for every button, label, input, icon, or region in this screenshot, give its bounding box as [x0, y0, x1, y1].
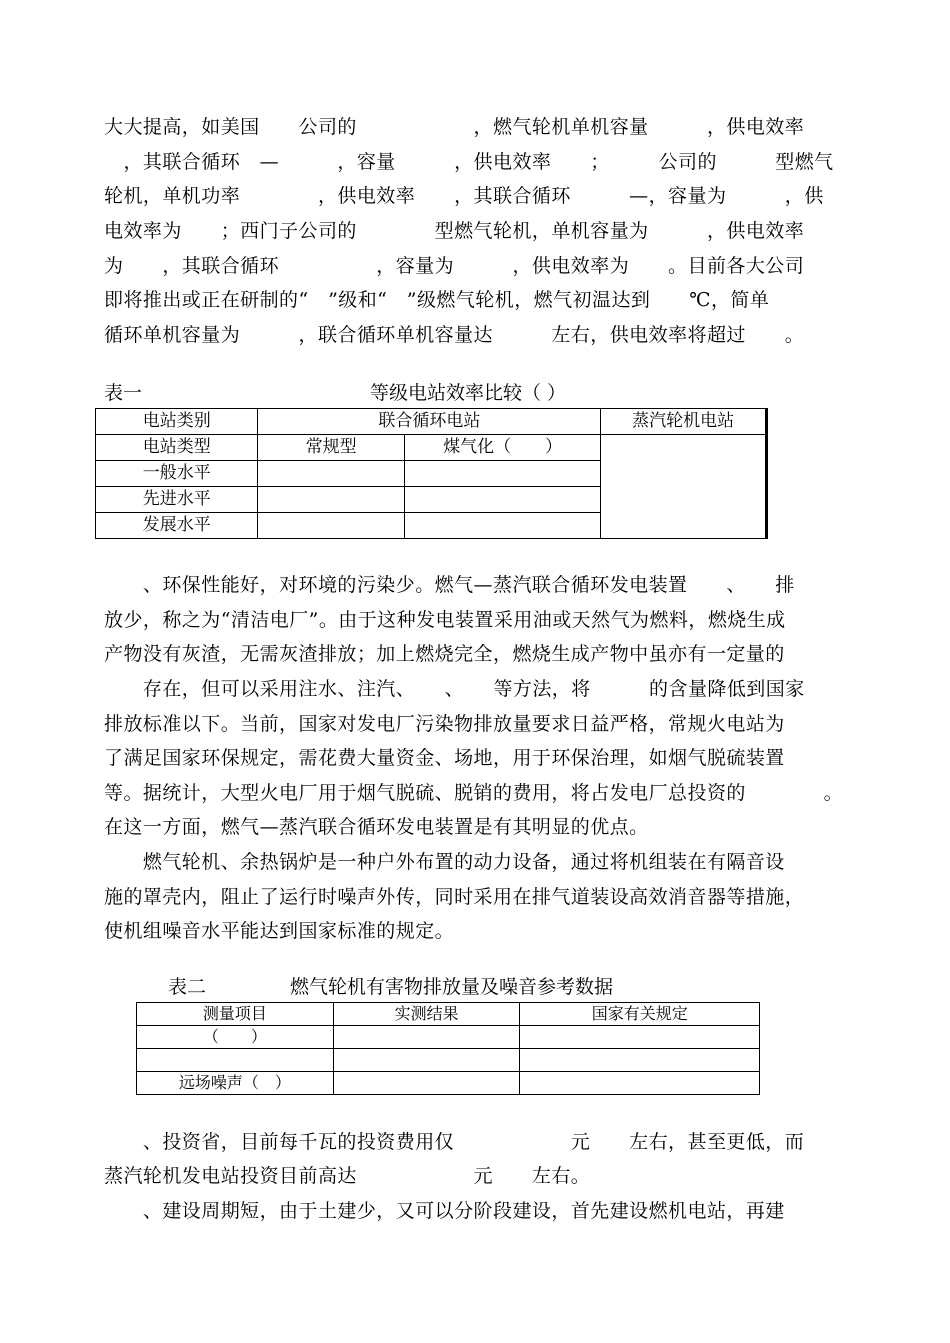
- table2-cell: [520, 1026, 760, 1049]
- para1-line-1: 大大提高，如美国 公司的 ，燃气轮机单机容量 ，供电效率: [104, 116, 805, 138]
- table2-row-label: [137, 1049, 334, 1072]
- para3-line-1: 燃气轮机、余热锅炉是一种户外布置的动力设备，通过将机组装在有隔音设: [104, 851, 785, 873]
- table1-title: 等级电站效率比较（ ）: [370, 382, 567, 404]
- table1-row-label: 发展水平: [96, 513, 258, 539]
- para1-line-7: 循环单机容量为 ，联合循环单机容量达 左右，供电效率将超过 。: [104, 324, 805, 346]
- table2-label: 表二: [168, 976, 207, 998]
- table2-header-item: 测量项目: [137, 1003, 334, 1026]
- para2-line-3: 产物没有灰渣，无需灰渣排放；加上燃烧完全，燃烧生成产物中虽亦有一定量的: [104, 643, 785, 665]
- table2-header-result: 实测结果: [333, 1003, 520, 1026]
- table1-cell: [258, 513, 404, 539]
- table1-header-category: 电站类别: [96, 409, 258, 435]
- table2: [136, 1002, 760, 1095]
- table1-cell: [258, 487, 404, 513]
- table1-header-steam-turbine: 蒸汽轮机电站: [601, 409, 767, 435]
- table1-row-label: 先进水平: [96, 487, 258, 513]
- table-row: [137, 1049, 760, 1072]
- table2-row-label: （ ）: [137, 1026, 334, 1049]
- para2-line-5: 排放标准以下。当前，国家对发电厂污染物排放量要求日益严格，常规火电站为: [104, 713, 785, 735]
- table2-cell: [520, 1072, 760, 1095]
- para2-line-4: 存在，但可以采用注水、注汽、 、 等方法，将 的含量降低到国家: [104, 678, 805, 700]
- para1-line-5: 为 ，其联合循环 ，容量为 ，供电效率为 。目前各大公司: [104, 255, 805, 277]
- table1-row-label: 一般水平: [96, 461, 258, 487]
- table1-steam-turbine-cell: [601, 435, 767, 539]
- para1-line-2: ，其联合循环 — ，容量 ，供电效率 ； 公司的 型燃气: [104, 151, 834, 173]
- table2-cell: [333, 1026, 520, 1049]
- table2-row-label: 远场噪声（ ）: [137, 1072, 334, 1095]
- table2-cell: [333, 1072, 520, 1095]
- table1-header-conventional: 常规型: [258, 435, 404, 461]
- table1-cell: [404, 461, 601, 487]
- para1-line-6: 即将推出或正在研制的“ ”级和“ ”级燃气轮机，燃气初温达到 ℃，简单: [104, 289, 770, 311]
- para5-line-1: 、建设周期短，由于土建少，又可以分阶段建设，首先建设燃机电站，再建: [104, 1200, 785, 1222]
- para4-line-1: 、投资省，目前每千瓦的投资费用仅 元 左右，甚至更低，而: [104, 1131, 805, 1153]
- para3-line-2: 施的罩壳内，阻止了运行时噪声外传，同时采用在排气道装设高效消音器等措施，: [104, 886, 805, 908]
- para3-line-3: 使机组噪音水平能达到国家标准的规定。: [104, 920, 455, 942]
- table1: [95, 408, 768, 539]
- table-row: [137, 1072, 760, 1095]
- para1-line-3: 轮机，单机功率 ，供电效率 ，其联合循环 —，容量为 ，供: [104, 185, 824, 207]
- table1-header-type: 电站类型: [96, 435, 258, 461]
- table1-header-coal-gasification: 煤气化（ ）: [404, 435, 601, 461]
- para1-line-4: 电效率为 ；西门子公司的 型燃气轮机，单机容量为 ，供电效率: [104, 220, 805, 242]
- para2-line-8: 在这一方面，燃气—蒸汽联合循环发电装置是有其明显的优点。: [104, 816, 649, 838]
- table2-cell: [333, 1049, 520, 1072]
- para2-line-1: 、环保性能好，对环境的污染少。燃气—蒸汽联合循环发电装置 、 排: [104, 574, 795, 596]
- para4-line-2: 蒸汽轮机发电站投资目前高达 元 左右。: [104, 1165, 591, 1187]
- table1-cell: [404, 513, 601, 539]
- table1-label: 表一: [104, 382, 143, 404]
- table1-header-combined-cycle: 联合循环电站: [258, 409, 601, 435]
- para2-line-7: 等。据统计，大型火电厂用于烟气脱硫、脱销的费用，将占发电厂总投资的 。: [104, 782, 844, 804]
- table-row: [137, 1026, 760, 1049]
- table2-header-standard: 国家有关规定: [520, 1003, 760, 1026]
- table1-cell: [258, 461, 404, 487]
- table2-cell: [520, 1049, 760, 1072]
- table1-cell: [404, 487, 601, 513]
- para2-line-6: 了满足国家环保规定，需花费大量资金、场地，用于环保治理，如烟气脱硫装置: [104, 747, 785, 769]
- table2-title: 燃气轮机有害物排放量及噪音参考数据: [290, 976, 614, 998]
- para2-line-2: 放少，称之为“清洁电厂”。由于这种发电装置采用油或天然气为燃料，燃烧生成: [104, 609, 786, 631]
